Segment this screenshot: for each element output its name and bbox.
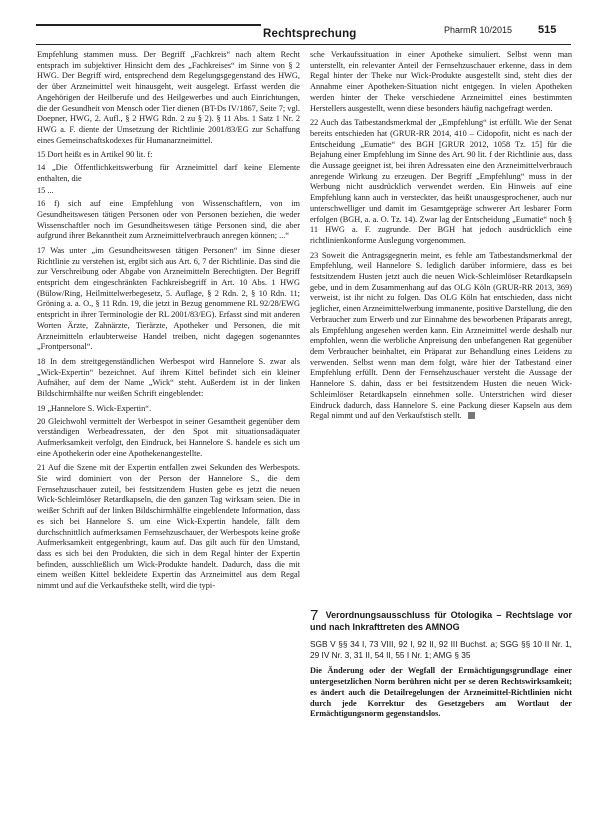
end-of-article-icon	[468, 412, 475, 419]
page-header	[0, 0, 602, 40]
section-title: Rechtsprechung	[263, 28, 357, 40]
left-column	[37, 50, 300, 596]
journal-name: PharmR 10/2015	[444, 25, 513, 35]
right-column	[310, 50, 572, 426]
header-rule-top	[36, 24, 261, 26]
paragraph	[310, 251, 572, 422]
section-heading	[310, 607, 572, 633]
norms-list: SGB V §§ 34 I, 73 VIII, 92 I, 92 II, 92 III Buchst. a; SGG §§ 10 II Nr. 1, 29 IV Nr. 3, 31 II, 54 II, 55 I Nr. 1; AMG § 35	[310, 639, 572, 660]
paragraph: sche Verkaufssituation in einer Apotheke simuliert. Selbst wenn man unterstellt, ein relevanter Anteil der Fernsehzuschauer erkenne, dass in dem Regal hinter der Theke nur Wick-Produkte ausgestellt sind, steht dies der Annahme einer Apotheken-Situation nicht entgegen. In vielen Apotheken werden hinter der Theke verschiedene Arzneimittel eines bestimmten Herstellers ausgestellt, wenn diese besonders häufig nachgefragt werden.	[310, 50, 572, 113]
new-section	[310, 607, 572, 724]
paragraph: 16 f) sich auf eine Empfehlung von Wissenschaftlern, von im Gesundheitswesen tätigen Personen oder von Personen beziehen, die weder Wissenschaftler noch im Gesundheitswesen tätige Personen sind, die aber aufgrund ihrer Bekanntheit zum Arzneimittelverbrauch anregen können; ...“	[37, 199, 300, 241]
paragraph: 20 Gleichwohl vermittelt der Werbespot in seiner Gesamtheit gegenüber dem verständigen Werbeadressaten, der den Spot mit situationsadäquater Aufmerksamkeit verfolgt, den Eindruck, bei Hannelore S. handele es sich um eine Apothekerin oder eine Apothekenangestellte.	[37, 416, 300, 458]
paragraph: 14 „Die Öffentlichkeitswerbung für Arzneimittel darf keine Elemente enthalten, die	[37, 163, 300, 183]
paragraph: 15 ...	[37, 186, 54, 196]
headnote: Die Änderung oder der Wegfall der Ermächtigungsgrundlage einer untergesetzlichen Norm berühren nicht per se deren Rechtswirksamkeit; es ändert auch die Detailregelungen der Arzneimittel-Richtlinien nicht durch jede Korrektur des Gesetzgebers am Wortlaut der Ermächtigungsnorm gegenstandslos.	[310, 666, 572, 719]
paragraph-text: 23 Soweit die Antragsgegnerin meint, es fehle am Tatbestandsmerkmal der Empfehlung, weil Hannelore S. lediglich darüber informiere, dass es bei festsitzendem Husten jetzt auch die neuen Wick-Schleimlöser Retardkapseln gebe, und in dem Zusammenhang auf das OLG Köln (GRUR-RR 2013, 369) verweist, ist ihr nicht zu folgen. Das OLG Köln hat entschieden, dass nicht jeglicher, einen Arzneimittelwerbung immanente, positive Darstellung, die den Verbraucher zum Erwerb und zur Einnahme des beworbenen Präparats anregt, als Empfehlung angesehen werden kann. Ein Arzneimittel werde deshalb nur empfohlen, wenn die werbliche Anpreisung den unbefangenen Rat gegenüber dem Verbraucher beinhaltet, ein Präparat zur Behandlung eines Leidens zu verwenden. Selbst wenn man dem folgt, wäre hier der Tatbestand einer Empfehlung erfüllt. Denn der Fernsehzuschauer versteht die Aussage der Hannelore S. dahin, dass er bei festsitzendem Husten die neuen Wick-Schleimlöser Retardkapseln einnehmen solle. Unterstrichen wird dieser Eindruck dadurch, dass Hannelore S. eine Packung dieser Kapseln aus dem Regal nimmt und auf den Verkaufstisch stellt.	[310, 250, 572, 421]
header-rule-bottom	[36, 44, 571, 45]
paragraph: Empfehlung stammen muss. Der Begriff „Fachkreis“ nach altem Recht entsprach im subjektiver Hinsicht dem des „Fachkreises“ im Sinne von § 2 HWG. Der Begriff wird, entsprechend dem Regelungsgegenstand des HWG, der über Arzneimittel weit hinausgeht, weit ausgelegt. Erfasst werden die Angehörigen der Heilberufe und des Heilgewerbes und auch Einrichtungen, die der Gesundheit von Mensch oder Tier dienen (BT-Ds IV/1867, Seite 7; vgl. Doepner, HWG, 2. Aufl., § 2 HWG Rdn. 2 zu § 2). § 11 Abs. 1 Satz 1 Nr. 2 HWG a. F. diente der Umsetzung der Richtlinie 2001/83/EG zur Schaffung eines Gemeinschaftskodexes für Humanarzneimittel.	[37, 50, 300, 145]
paragraph: 22 Auch das Tatbestandsmerkmal der „Empfehlung“ ist erfüllt. Wie der Senat bereits entschieden hat (GRUR-RR 2014, 410 – Cidopofit, nicht es nach der Entscheidung „Eumatie“ des BGH [GRUR 2012, 1058 Tz. 15] für die Bejahung einer Empfehlung im Sinne des Art. 90 lit. f der Richtlinie aus, dass die Aussage geeignet ist, bei ihren Adressaten eine den Arzneimittelverbrauch anregende Wirkung zu erzeugen. Der Begriff „Empfehlung“ muss in der Werbung nicht ausdrücklich verwendet werden. Ein Hinweis auf eine Empfehlung kann auch in versteckter, das heißt unausgesprochener, auch nur unterschwelliger und damit im Gesamtgepräge schwerer Art lesbarer Form erfolgen (BGH, a. a. O. Tz. 14). Zwar lag der Entscheidung „Eumatie“ noch § 11 HWG a. F. zugrunde. Der BGH hat jedoch ausdrücklich eine richtlinienkonforme Auslegung vorgenommen.	[310, 118, 572, 245]
paragraph: 21 Auf die Szene mit der Expertin entfallen zwei Sekunden des Werbespots. Sie wird dominiert von der Person der Hannelore S., die dem Fernsehzuschauer zuteil, bei festsitzendem Husten gebe es jetzt die neuen Wick-Schleimlöser Retardkapseln, die den ganzen Tag wirksam seien. Die in weißer Schrift auf der linken Bildschirmhälfte eingeblendete Information, dass es sich bei Hannelore S. um eine Wick-Expertin handele, fällt dem durchschnittlich aufmerksamen Fernsehzuschauer, der Werbespots keine große Aufmerksamkeit entgegenbringt, kaum auf. Das gilt auch für den Umstand, dass es sich bei den Produkten, die sich in dem Regal hinter der Expertin befinden, ausschließlich um Wick-Produkte handelt. Dadurch, dass die mit einem weißen Kittel bekleidete Expertin das Arzneimittel aus dem Regal nimmt und auf die Verkaufstheke stellt, wird die typi-	[37, 463, 300, 591]
paragraph: 18 In dem streitgegenständlichen Werbespot wird Hannelore S. zwar als „Wick-Expertin“ bezeichnet. Auf ihrem Kittel befindet sich ein kleiner Aufnäher, auf dem der Name „Wick“ steht. Außerdem ist in der linken Bildschirmhälfte nur weißen Schrift eingeblendet:	[37, 356, 300, 399]
paragraph: 19 „Hannelore S. Wick-Expertin“.	[37, 403, 152, 413]
section-heading-text: Verordnungsausschluss für Otologika – Rechtslage vor und nach Inkrafttreten des AMNOG	[310, 610, 572, 632]
paragraph: 17 Was unter „im Gesundheitswesen tätigen Personen“ im Sinne dieser Richtlinie zu verstehen ist, ergibt sich aus Art. 6, 7 der Richtlinie. Das sind die zur Verschreibung oder Abgabe von Arzneimitteln Berechtigten. Der Begriff entspricht dem eingeschränkten Fachkreisbegriff in Art. 10 Abs. 1 HWG (Bülow/Ring, Heilmittelwerbegesetz, 5. Auflage, § 2 Rdn. 2, § 10 Rdn. 11; Gröning a. a. O., § 11 Rdn. 19, die jetzt in Bezug genommene RL 92/28/EWG entspricht in ihrer Terminologie der RL 2001/83/EG). Erfasst sind mit anderen Worten Ärzte, Zahnärzte, Tierärzte, Apotheker und Personen, die mit Arzneimitteln erlaubterweise Handel treiben, nicht dagegen sogenanntes „Frontpersonal“.	[37, 245, 300, 352]
paragraph: 15 Dort heißt es in Artikel 90 lit. f:	[37, 150, 153, 160]
page-number: 515	[538, 24, 557, 36]
section-number: 7	[310, 607, 319, 624]
